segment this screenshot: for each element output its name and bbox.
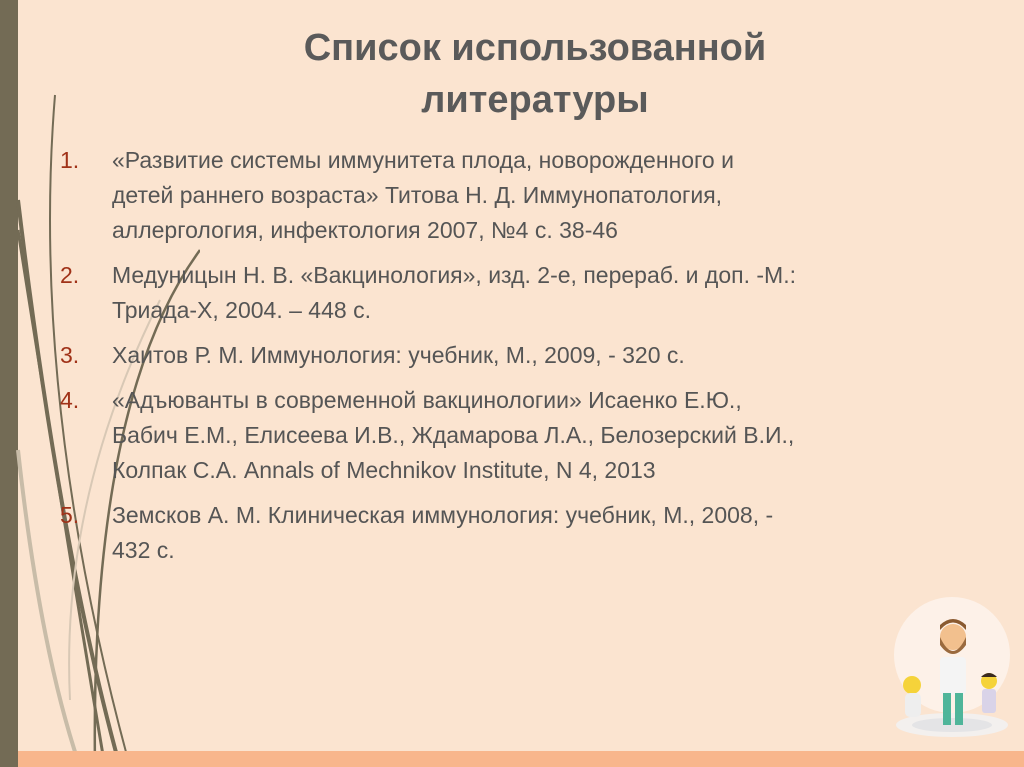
item-line: Земсков А. М. Клиническая иммунология: учебник, М., 2008, - <box>112 502 774 528</box>
item-number: 2. <box>60 262 80 288</box>
reference-item <box>60 383 960 488</box>
reference-list <box>60 143 960 578</box>
item-line: детей раннего возраста» Титова Н. Д. Иммунопатология, <box>112 182 723 208</box>
title-line: литературы <box>421 79 649 121</box>
item-line: Хаитов Р. М. Иммунология: учебник, М., 2009, - 320 с. <box>112 342 685 368</box>
item-line: Бабич Е.М., Елисеева И.В., Ждамарова Л.А., Белозерский В.И., <box>112 422 795 448</box>
item-line: «Развитие системы иммунитета плода, новорожденного и <box>112 147 734 173</box>
item-number: 5. <box>60 502 80 528</box>
title-line: Список использованной <box>303 27 767 69</box>
item-line: аллергология, инфектология 2007, №4 с. 38-46 <box>112 217 618 243</box>
slide-title <box>200 22 870 126</box>
reference-item <box>60 143 960 248</box>
item-number: 3. <box>60 342 80 368</box>
item-line: Медуницын Н. В. «Вакцинология», изд. 2-е, перераб. и доп. -М.: <box>112 262 796 288</box>
item-line: Колпак С.А. Annals of Mechnikov Institute, N 4, 2013 <box>112 457 656 483</box>
item-number: 1. <box>60 147 80 173</box>
bottom-accent-strip <box>18 751 1024 767</box>
item-line: 432 с. <box>112 537 175 563</box>
item-number: 4. <box>60 387 80 413</box>
reference-item <box>60 258 960 328</box>
item-line: «Адъюванты в современной вакцинологии» Исаенко Е.Ю., <box>112 387 742 413</box>
reference-item <box>60 338 960 373</box>
item-line: Триада-Х, 2004. – 448 с. <box>112 297 371 323</box>
doctor-with-children-illustration <box>890 585 1014 745</box>
reference-item <box>60 498 960 568</box>
